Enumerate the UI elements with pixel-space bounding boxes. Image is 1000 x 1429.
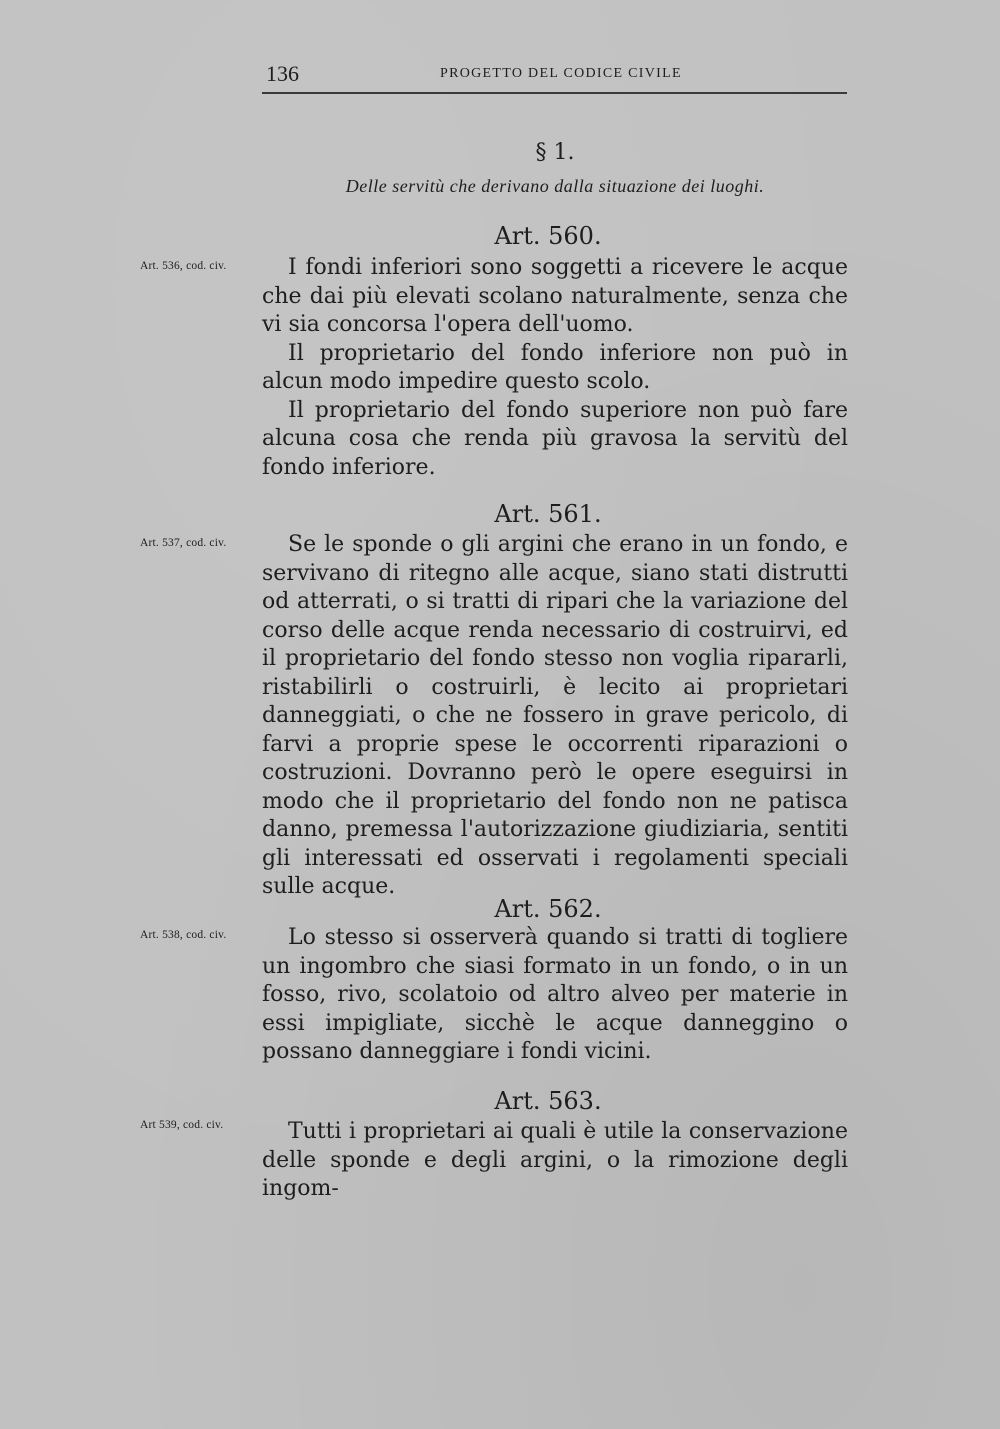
article-562-heading: Art. 562. — [494, 895, 602, 923]
article-560-text — [262, 254, 848, 482]
article-560-paragraph-3: Il proprietario del fondo superiore non può fare alcuna cosa che renda più gravosa la servitù del fondo inferiore. — [262, 397, 848, 480]
page-number: 136 — [266, 61, 299, 86]
article-561-heading: Art. 561. — [494, 500, 602, 528]
article-563-margin-note: Art 539, cod. civ. — [140, 1119, 224, 1131]
article-563-paragraph-1: Tutti i proprietari ai quali è utile la conservazione delle sponde e degli argini, o la rimozione degli ingom- — [262, 1119, 848, 1201]
section-title: Delle servitù che derivano dalla situazione dei luoghi. — [345, 176, 765, 196]
article-563-text — [262, 1118, 848, 1204]
article-561-text — [262, 531, 848, 902]
article-560-margin-note: Art. 536, cod. civ. — [140, 260, 227, 272]
article-562-text — [262, 924, 848, 1067]
article-563-heading: Art. 563. — [494, 1087, 602, 1115]
article-560-paragraph-2: Il proprietario del fondo inferiore non può in alcun modo impedire questo scolo. — [262, 340, 848, 394]
running-title: PROGETTO DEL CODICE CIVILE — [440, 66, 682, 81]
article-561-paragraph-1: Se le sponde o gli argini che erano in un fondo, e servivano di ritegno alle acque, siano stati distrutti od atterrati, o si tratti di ripari che la variazione del corso delle acque renda necessario di costruirvi, ed il proprietario del fondo stesso non voglia ripararli, ristabilirli o costruirli, è lecito ai proprietari danneggiati, o che ne fossero in grave pericolo, di farvi a proprie spese le occorrenti riparazioni o costruzioni. Dovranno però le opere eseguirsi in modo che il proprietario del fondo non ne patisca danno, premessa l'autorizzazione giudiziaria, sentiti gli interessati ed osservati i regolamenti speciali sulle acque. — [262, 532, 848, 899]
article-561-margin-note: Art. 537, cod. civ. — [140, 537, 227, 549]
article-560-paragraph-1: I fondi inferiori sono soggetti a ricevere le acque che dai più elevati scolano naturalmente, senza che vi sia concorsa l'opera dell'uomo. — [262, 255, 848, 337]
article-560-heading: Art. 560. — [494, 222, 602, 250]
article-562-margin-note: Art. 538, cod. civ. — [140, 929, 227, 941]
section-number: § 1. — [535, 140, 575, 165]
article-562-paragraph-1: Lo stesso si osserverà quando si tratti di togliere un ingombro che siasi formato in un fondo, o in un fosso, rivo, scolatoio od altro alveo per materie in essi impigliate, sicchè le acque danneggino o possano danneggiare i fondi vicini. — [262, 925, 848, 1064]
running-header — [262, 58, 847, 94]
